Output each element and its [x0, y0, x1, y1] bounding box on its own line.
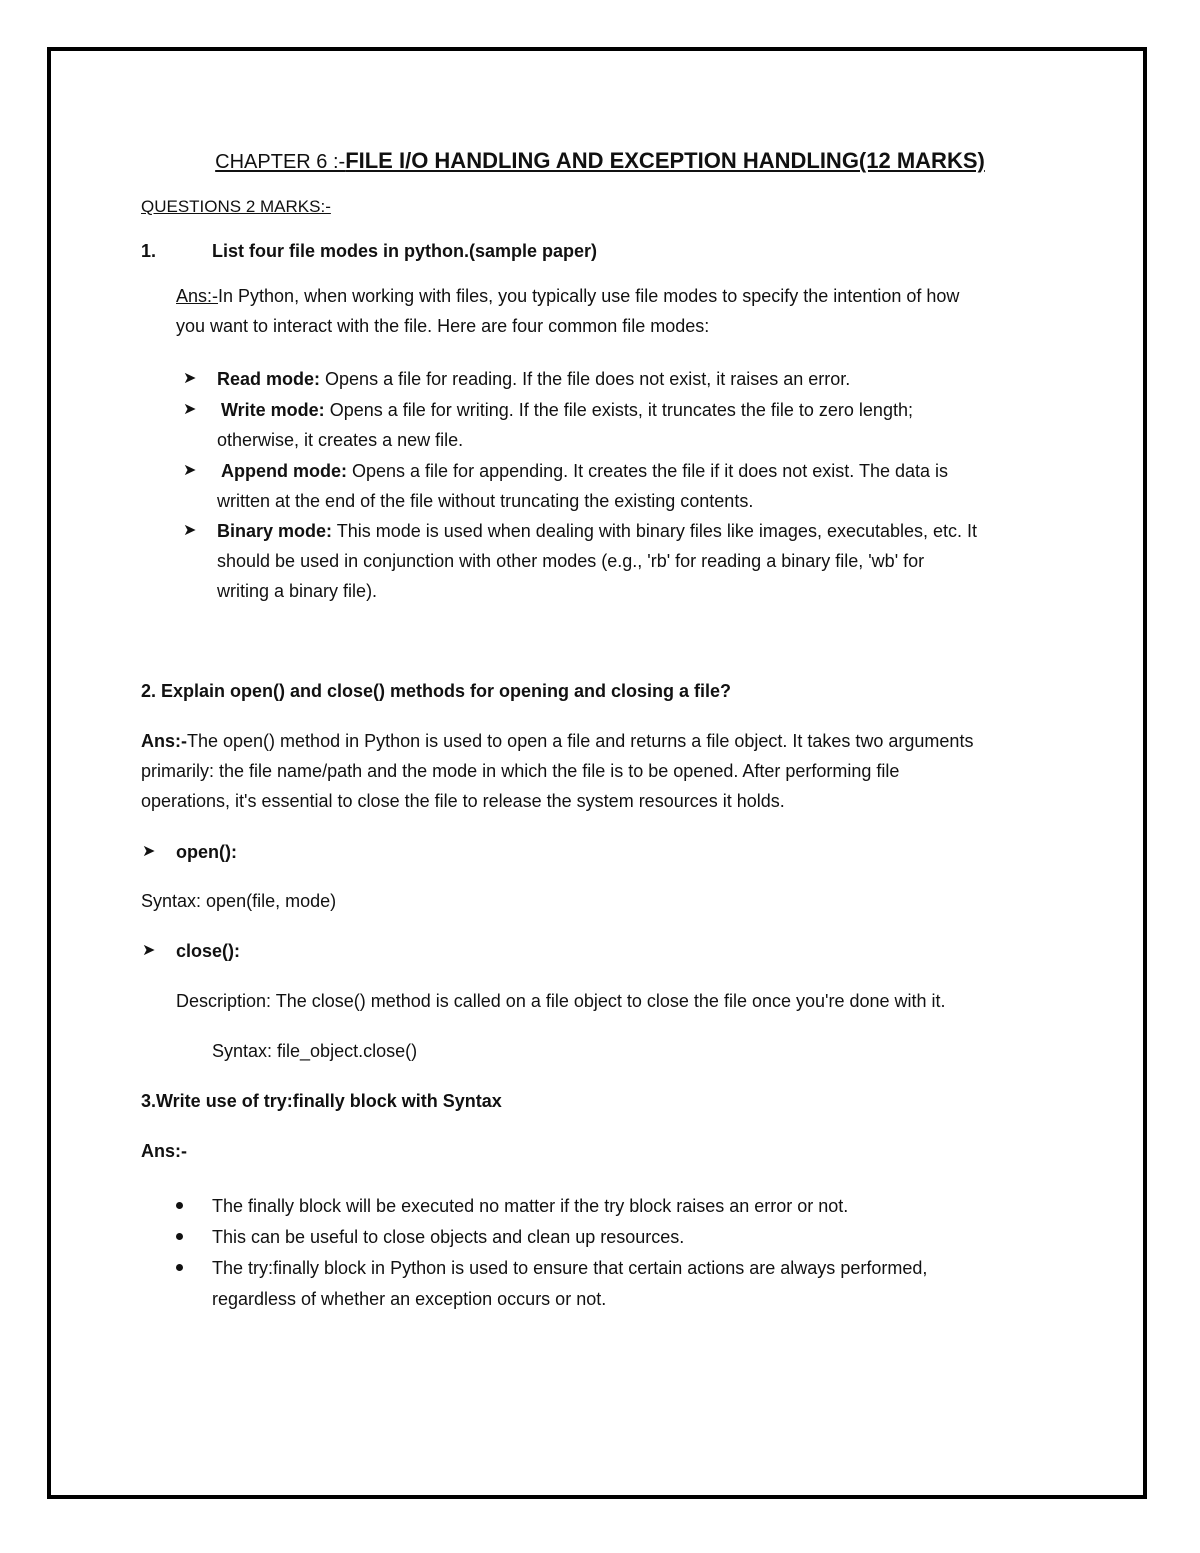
q1-ans-label: Ans:-	[176, 286, 219, 306]
arrow-bullet-icon: ➤	[142, 942, 156, 959]
bullet-dot-icon	[176, 1264, 183, 1271]
chapter-title-lead: CHAPTER 6 :-	[215, 151, 346, 173]
q1-question: List four file modes in python.(sample paper)	[212, 241, 598, 261]
q2-answer-line-3: operations, it's essential to close the file to release the system resources it holds.	[141, 791, 785, 811]
mode-append-line-1	[221, 456, 948, 486]
mode-write-line-2: otherwise, it creates a new file.	[217, 430, 464, 450]
close-description: Description: The close() method is called on a file object to close the file once you're done with it.	[176, 991, 946, 1011]
bullet-dot-icon	[176, 1233, 183, 1240]
q1-number: 1.	[141, 241, 157, 261]
arrow-bullet-icon: ➤	[142, 843, 156, 860]
open-syntax: Syntax: open(file, mode)	[141, 891, 337, 911]
mode-read-line-1	[217, 364, 850, 394]
q3-bullet-3-line-1: The try:finally block in Python is used to ensure that certain actions are always performed,	[212, 1258, 928, 1278]
arrow-bullet-icon: ➤	[183, 522, 197, 539]
mode-binary-line-3: writing a binary file).	[217, 581, 378, 601]
q3-question: 3.Write use of try:finally block with Syntax	[141, 1091, 502, 1111]
mode-write-line-1	[221, 395, 913, 425]
q3-bullet-2: This can be useful to close objects and clean up resources.	[212, 1227, 685, 1247]
q1-answer-line-1	[176, 281, 959, 311]
mode-read-label: Read mode:	[217, 369, 321, 389]
mode-binary-line-2: should be used in conjunction with other modes (e.g., 'rb' for reading a binary file, 'wb' for	[217, 551, 925, 571]
chapter-title-main: FILE I/O HANDLING AND EXCEPTION HANDLING(12 MARKS)	[345, 148, 985, 173]
chapter-title	[0, 146, 1200, 177]
q2-ans-label: Ans:-	[141, 731, 187, 751]
q1-ans-text-1: In Python, when working with files, you typically use file modes to specify the intention of how	[218, 286, 960, 306]
q2-answer-line-2: primarily: the file name/path and the mode in which the file is to be opened. After performing file	[141, 761, 900, 781]
q2-ans-text-1: The open() method in Python is used to open a file and returns a file object. It takes two arguments	[187, 731, 974, 751]
arrow-bullet-icon: ➤	[183, 370, 197, 387]
arrow-bullet-icon: ➤	[183, 401, 197, 418]
mode-binary-text: This mode is used when dealing with binary files like images, executables, etc. It	[332, 521, 978, 541]
mode-binary-line-1	[217, 516, 977, 546]
arrow-bullet-icon: ➤	[183, 462, 197, 479]
section-heading: QUESTIONS 2 MARKS:-	[141, 197, 331, 216]
mode-append-text: Opens a file for appending. It creates the file if it does not exist. The data is	[347, 461, 949, 481]
mode-binary-label: Binary mode:	[217, 521, 333, 541]
mode-write-text: Opens a file for writing. If the file exists, it truncates the file to zero length;	[324, 400, 913, 420]
mode-append-label: Append mode:	[221, 461, 347, 481]
q3-bullet-1: The finally block will be executed no matter if the try block raises an error or not.	[212, 1196, 849, 1216]
mode-append-line-2: written at the end of the file without truncating the existing contents.	[217, 491, 754, 511]
open-heading: open():	[176, 842, 237, 862]
close-syntax: Syntax: file_object.close()	[212, 1041, 418, 1061]
bullet-dot-icon	[176, 1202, 183, 1209]
q3-ans-label: Ans:-	[141, 1141, 187, 1161]
q3-bullet-3-line-2: regardless of whether an exception occurs or not.	[212, 1289, 607, 1309]
mode-read-text: Opens a file for reading. If the file does not exist, it raises an error.	[320, 369, 851, 389]
q2-question: 2. Explain open() and close() methods for opening and closing a file?	[141, 681, 732, 701]
q2-answer-line-1	[141, 726, 973, 756]
close-heading: close():	[176, 941, 241, 961]
q1-answer-line-2: you want to interact with the file. Here are four common file modes:	[176, 316, 710, 336]
mode-write-label: Write mode:	[221, 400, 325, 420]
